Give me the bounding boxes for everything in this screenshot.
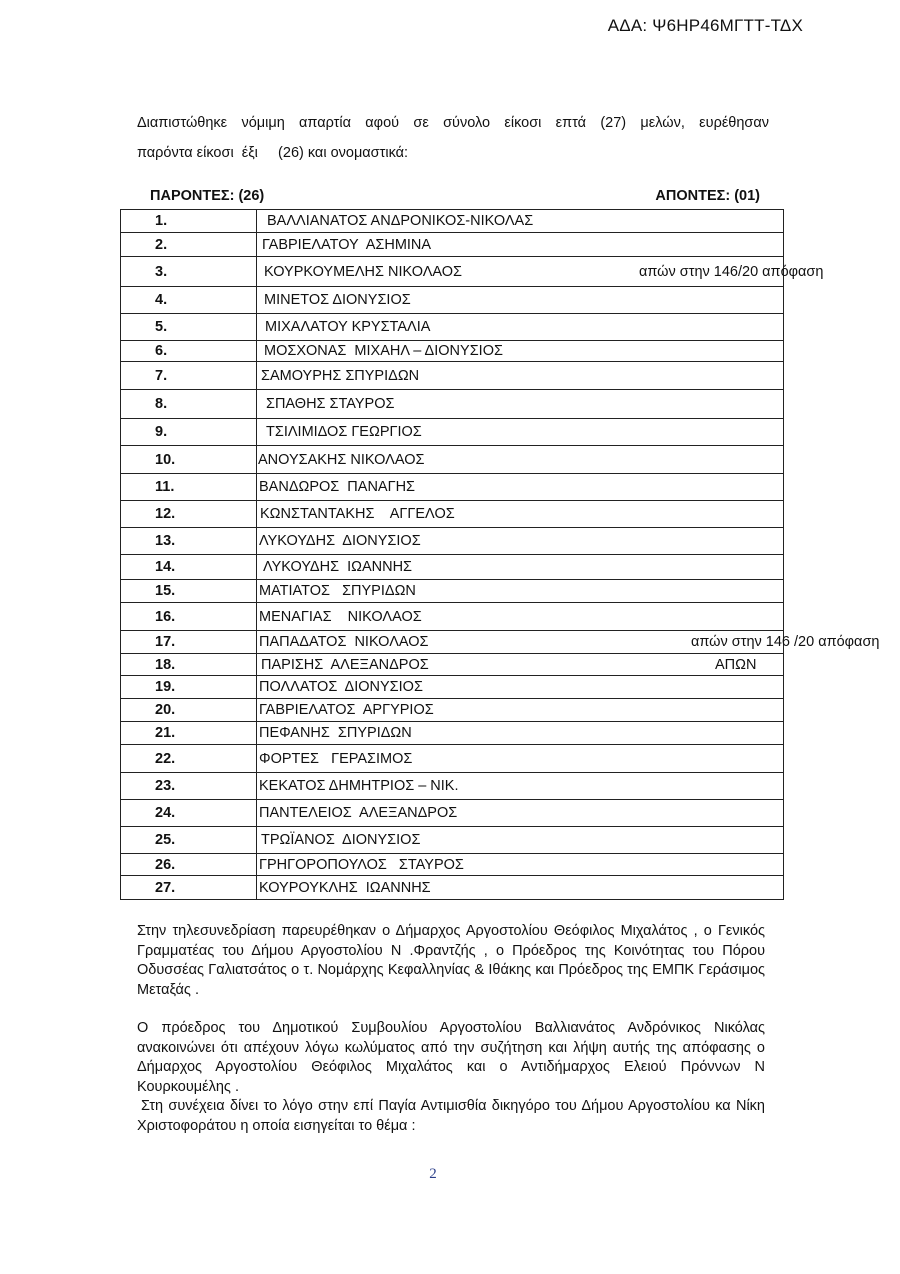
member-name: ΒΑΛΛΙΑΝΑΤΟΣ ΑΝΔΡΟΝΙΚΟΣ-ΝΙΚΟΛΑΣ bbox=[267, 213, 534, 229]
member-cell bbox=[257, 474, 784, 501]
member-number: 8. bbox=[121, 390, 257, 419]
member-absence-note: απών στην 146/20 απόφαση bbox=[639, 263, 824, 280]
member-cell bbox=[257, 287, 784, 314]
member-cell bbox=[257, 854, 784, 876]
table-row bbox=[121, 287, 784, 314]
member-name: ΜΑΤΙΑΤΟΣ ΣΠΥΡΙΔΩΝ bbox=[259, 583, 416, 599]
member-absence-note: ΑΠΩΝ bbox=[715, 656, 757, 673]
table-row bbox=[121, 745, 784, 773]
table-row bbox=[121, 722, 784, 745]
present-count-label: ΠΑΡΟΝΤΕΣ: (26) bbox=[150, 188, 265, 204]
member-number: 10. bbox=[121, 446, 257, 474]
paragraph-attendees: Στην τηλεσυνεδρίαση παρευρέθηκαν ο Δήμαρχος Αργοστολίου Θεόφιλος Μιχαλάτος , ο Γενικός Γραμματέας του Δήμου Αργοστολίου Ν .Φραντζής , ο Πρόεδρος της Κοινότητας του Πόρου Οδυσσέας Γαλιατσάτος ο τ. Νομάρχης Κεφαλληνίας & Ιθάκης και Πρόεδρος της ΕΜΠΚ Γεράσιμος Μεταξάς . bbox=[137, 923, 765, 998]
member-number: 24. bbox=[121, 800, 257, 827]
table-row bbox=[121, 474, 784, 501]
member-number: 18. bbox=[121, 654, 257, 676]
table-row bbox=[121, 827, 784, 854]
member-name: ΛΥΚΟΥΔΗΣ ΙΩΑΝΝΗΣ bbox=[263, 559, 413, 575]
member-number: 16. bbox=[121, 603, 257, 631]
member-name: ΜΕΝΑΓΙΑΣ ΝΙΚΟΛΑΟΣ bbox=[259, 608, 422, 625]
member-cell bbox=[257, 210, 784, 233]
member-name: ΚΟΥΡΚΟΥΜΕΛΗΣ ΝΙΚΟΛΑΟΣ bbox=[264, 263, 463, 280]
member-cell bbox=[257, 722, 784, 745]
member-cell bbox=[257, 362, 784, 390]
absent-count-label: ΑΠΟΝΤΕΣ: (01) bbox=[655, 188, 760, 204]
paragraph-floor-given: Στη συνέχεια δίνει το λόγο στην επί Παγία Αντιμισθία δικηγόρο του Δήμου Αργοστολίου κα Νίκη Χριστοφοράτου η οποία εισηγείται το θέμα : bbox=[137, 1098, 765, 1134]
member-number: 9. bbox=[121, 419, 257, 446]
member-cell bbox=[257, 528, 784, 555]
member-cell bbox=[257, 827, 784, 854]
member-number: 27. bbox=[121, 876, 257, 900]
table-row bbox=[121, 580, 784, 603]
member-name: ΤΡΩΪΑΝΟΣ ΔΙΟΝΥΣΙΟΣ bbox=[261, 832, 421, 848]
member-cell bbox=[257, 631, 880, 654]
member-name: ΠΑΡΙΣΗΣ ΑΛΕΞΑΝΔΡΟΣ bbox=[261, 656, 429, 673]
table-row bbox=[121, 446, 784, 474]
member-number: 25. bbox=[121, 827, 257, 854]
member-number: 20. bbox=[121, 699, 257, 722]
table-row bbox=[121, 854, 784, 876]
member-number: 17. bbox=[121, 631, 257, 654]
member-name: ΠΑΠΑΔΑΤΟΣ ΝΙΚΟΛΑΟΣ bbox=[259, 634, 429, 650]
member-absence-note: απών στην 146 /20 απόφαση bbox=[691, 634, 880, 650]
member-number: 12. bbox=[121, 501, 257, 528]
member-cell bbox=[257, 745, 784, 773]
ada-code: ΑΔΑ: Ψ6ΗΡ46ΜΓΤΤ-ΤΔΧ bbox=[607, 16, 803, 35]
table-row bbox=[121, 555, 784, 580]
intro-line-2: παρόντα είκοσι έξι (26) και ονομαστικά: bbox=[137, 145, 409, 161]
member-name: ΠΟΛΛΑΤΟΣ ΔΙΟΝΥΣΙΟΣ bbox=[259, 679, 423, 695]
table-row bbox=[121, 390, 784, 419]
table-row bbox=[121, 676, 784, 699]
member-name: ΒΑΝΔΩΡΟΣ ΠΑΝΑΓΗΣ bbox=[259, 479, 416, 495]
member-name: ΛΥΚΟΥΔΗΣ ΔΙΟΝΥΣΙΟΣ bbox=[259, 533, 421, 549]
member-cell bbox=[257, 654, 784, 676]
member-number: 14. bbox=[121, 555, 257, 580]
member-number: 26. bbox=[121, 854, 257, 876]
intro-line-1: Διαπιστώθηκε νόμιμη απαρτία αφού σε σύνολο είκοσι επτά (27) μελών, ευρέθησαν bbox=[137, 115, 769, 131]
member-number: 19. bbox=[121, 676, 257, 699]
member-number: 1. bbox=[121, 210, 257, 233]
member-name: ΓΡΗΓΟΡΟΠΟΥΛΟΣ ΣΤΑΥΡΟΣ bbox=[259, 856, 464, 873]
member-number: 11. bbox=[121, 474, 257, 501]
table-row bbox=[121, 528, 784, 555]
member-name: ΠΕΦΑΝΗΣ ΣΠΥΡΙΔΩΝ bbox=[259, 725, 412, 741]
member-name: ΠΑΝΤΕΛΕΙΟΣ ΑΛΕΞΑΝΔΡΟΣ bbox=[259, 805, 458, 821]
member-cell bbox=[257, 419, 784, 446]
member-cell bbox=[257, 676, 784, 699]
table-row bbox=[121, 341, 784, 362]
table-row bbox=[121, 654, 784, 676]
table-row bbox=[121, 631, 784, 654]
intro-text bbox=[137, 108, 769, 168]
table-row bbox=[121, 876, 784, 900]
member-name: ΦΟΡΤΕΣ ΓΕΡΑΣΙΜΟΣ bbox=[259, 750, 413, 767]
member-cell bbox=[257, 699, 784, 722]
member-name: ΜΟΣΧΟΝΑΣ ΜΙΧΑΗΛ – ΔΙΟΝΥΣΙΟΣ bbox=[264, 343, 503, 359]
member-number: 2. bbox=[121, 233, 257, 257]
member-name: ΜΙΧΑΛΑΤΟΥ ΚΡΥΣΤΑΛΙΑ bbox=[265, 319, 431, 335]
member-cell bbox=[257, 603, 784, 631]
table-row bbox=[121, 362, 784, 390]
member-cell bbox=[257, 555, 784, 580]
member-number: 6. bbox=[121, 341, 257, 362]
paragraph-abstentions-text: Ο πρόεδρος του Δημοτικού Συμβουλίου Αργοστολίου Βαλλιανάτος Ανδρόνικος Νικόλας ανακοινώνει ότι απέχουν λόγω κωλύματος από την συζήτηση και λήψη αυτής της απόφασης ο Δήμαρχος Αργοστολίου Θεόφιλος Μιχαλάτος και ο Αντιδήμαρχος Ελειού Πρόννων Ν Κουρκουμέλης . bbox=[137, 1020, 765, 1095]
paragraph-abstentions bbox=[137, 1019, 765, 1136]
member-name: ΚΟΥΡΟΥΚΛΗΣ ΙΩΑΝΝΗΣ bbox=[259, 879, 431, 896]
member-name: ΣΠΑΘΗΣ ΣΤΑΥΡΟΣ bbox=[266, 396, 395, 412]
table-row bbox=[121, 314, 784, 341]
member-name: ΚΩΝΣΤΑΝΤΑΚΗΣ ΑΓΓΕΛΟΣ bbox=[260, 506, 455, 522]
member-name: ΚΕΚΑΤΟΣ ΔΗΜΗΤΡΙΟΣ – ΝΙΚ. bbox=[259, 778, 459, 794]
member-name: ΤΣΙΛΙΜΙΔΟΣ ΓΕΩΡΓΙΟΣ bbox=[266, 424, 422, 440]
member-cell bbox=[257, 233, 784, 257]
table-row bbox=[121, 233, 784, 257]
member-cell bbox=[257, 580, 784, 603]
member-number: 7. bbox=[121, 362, 257, 390]
member-cell bbox=[257, 390, 784, 419]
member-name: ΓΑΒΡΙΕΛΑΤΟΥ ΑΣΗΜΙΝΑ bbox=[262, 236, 432, 253]
member-number: 4. bbox=[121, 287, 257, 314]
table-row bbox=[121, 419, 784, 446]
member-cell bbox=[257, 314, 784, 341]
table-row bbox=[121, 773, 784, 800]
table-row bbox=[121, 501, 784, 528]
member-name: ΑΝΟΥΣΑΚΗΣ ΝΙΚΟΛΑΟΣ bbox=[258, 451, 425, 468]
member-cell bbox=[257, 446, 784, 474]
member-number: 21. bbox=[121, 722, 257, 745]
member-cell bbox=[257, 257, 824, 287]
table-row bbox=[121, 800, 784, 827]
member-name: ΓΑΒΡΙΕΛΑΤΟΣ ΑΡΓΥΡΙΟΣ bbox=[259, 702, 434, 718]
member-name: ΜΙΝΕΤΟΣ ΔΙΟΝΥΣΙΟΣ bbox=[264, 292, 411, 308]
members-table bbox=[120, 209, 880, 900]
table-row bbox=[121, 603, 784, 631]
page-number: 2 bbox=[429, 1166, 437, 1182]
member-number: 15. bbox=[121, 580, 257, 603]
member-name: ΣΑΜΟΥΡΗΣ ΣΠΥΡΙΔΩΝ bbox=[261, 367, 420, 384]
member-cell bbox=[257, 773, 784, 800]
member-cell bbox=[257, 341, 784, 362]
table-row bbox=[121, 257, 784, 287]
member-number: 22. bbox=[121, 745, 257, 773]
member-number: 5. bbox=[121, 314, 257, 341]
member-cell bbox=[257, 501, 784, 528]
table-row bbox=[121, 210, 784, 233]
member-number: 23. bbox=[121, 773, 257, 800]
table-row bbox=[121, 699, 784, 722]
member-cell bbox=[257, 800, 784, 827]
member-cell bbox=[257, 876, 784, 900]
member-number: 13. bbox=[121, 528, 257, 555]
member-number: 3. bbox=[121, 257, 257, 287]
